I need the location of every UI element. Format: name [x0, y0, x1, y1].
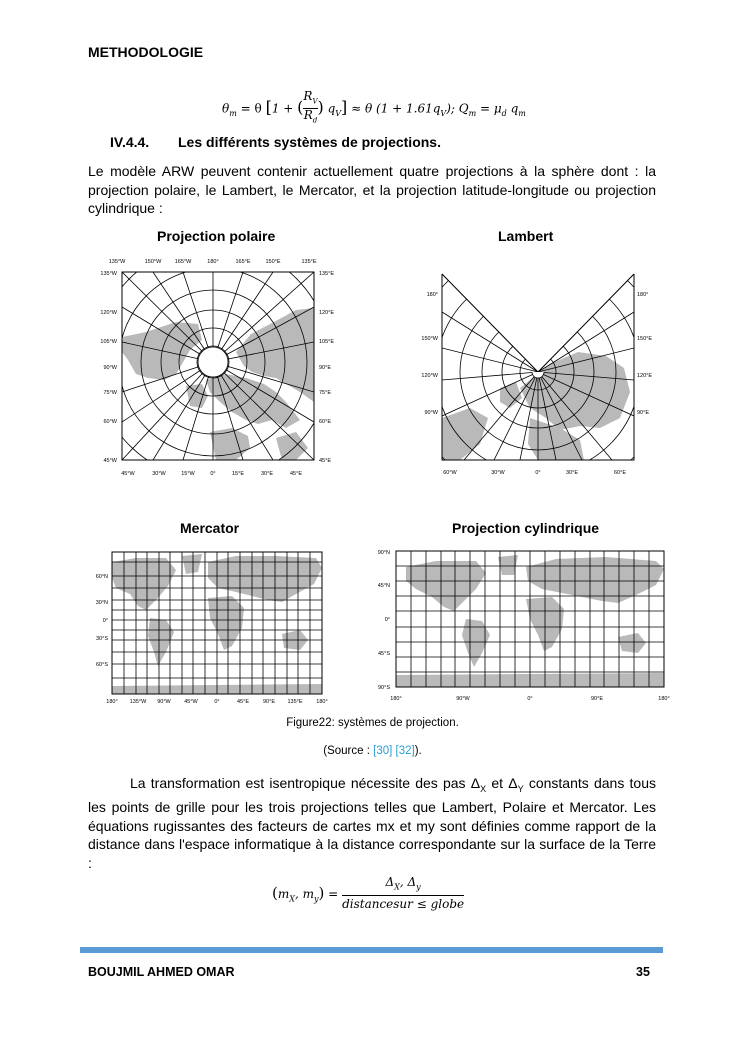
lambert-title: Lambert — [498, 228, 554, 244]
mercator-title: Mercator — [180, 520, 240, 536]
mercator-left-tick: 30°S — [96, 636, 108, 642]
lambert-bottom-tick: 60°E — [614, 470, 626, 476]
mercator-left-tick: 60°S — [96, 662, 108, 668]
intro-paragraph: Le modèle ARW peuvent contenir actuellement quatre projections à la sphère dont : la projection polaire, le Lambert, le Mercator, et la projection latitude-longitude ou projection cylindrique : — [88, 163, 656, 216]
lambert-projection-map — [410, 268, 653, 480]
running-header: METHODOLOGIE — [88, 44, 204, 60]
lambert-right-tick: 180° — [637, 292, 649, 298]
polar-right-tick: 60°E — [319, 419, 331, 425]
polar-bottom-tick: 45°W — [121, 471, 135, 477]
mercator-projection-map — [86, 548, 338, 708]
polar-right-tick: 120°E — [319, 310, 335, 316]
mercator-left-tick: 30°N — [95, 600, 108, 606]
mercator-left-tick: 0° — [102, 618, 108, 624]
polar-top-tick: 150°W — [144, 259, 162, 265]
cyl-left-tick: 90°N — [377, 550, 390, 556]
lambert-left-tick: 120°W — [421, 373, 438, 379]
polar-bottom-tick: 15°E — [232, 471, 244, 477]
cyl-left-tick: 45°S — [378, 651, 390, 657]
polar-bottom-tick: 30°E — [261, 471, 273, 477]
polar-title: Projection polaire — [157, 228, 276, 244]
cylindrical-title: Projection cylindrique — [452, 520, 600, 536]
mercator-bottom-tick: 45°W — [184, 699, 198, 705]
polar-bottom-tick: 15°W — [181, 471, 195, 477]
cyl-left-tick: 90°S — [378, 685, 390, 691]
polar-top-tick: 165°W — [174, 259, 192, 265]
mercator-bottom-tick: 135°W — [129, 699, 147, 705]
lambert-right-tick: 150°E — [637, 336, 653, 342]
polar-projection-map — [86, 252, 344, 482]
reference-link-32[interactable]: [32] — [395, 745, 415, 757]
polar-bottom-tick: 45°E — [290, 471, 302, 477]
polar-top-tick: 135°E — [301, 259, 317, 265]
polar-left-tick: 45°W — [103, 458, 117, 464]
mercator-bottom-tick: 180° — [106, 699, 118, 705]
polar-left-tick: 120°W — [100, 310, 117, 316]
lambert-bottom-tick: 60°W — [443, 470, 457, 476]
polar-right-tick: 135°E — [319, 271, 335, 277]
polar-right-tick: 90°E — [319, 365, 331, 371]
mercator-left-tick: 60°N — [95, 574, 108, 580]
polar-bottom-tick: 30°W — [152, 471, 166, 477]
polar-left-tick: 105°W — [100, 339, 117, 345]
polar-left-tick: 60°W — [103, 419, 117, 425]
lambert-left-tick: 180° — [426, 292, 438, 298]
cyl-bottom-tick: 90°E — [591, 696, 603, 702]
page-number: 35 — [636, 965, 650, 979]
section-number: IV.4.4. — [110, 134, 150, 150]
mercator-bottom-tick: 180° — [316, 699, 328, 705]
mercator-bottom-tick: 90°W — [157, 699, 171, 705]
footer-rule — [80, 947, 663, 953]
footer-author: BOUJMIL AHMED OMAR — [88, 965, 235, 979]
cyl-bottom-tick: 0° — [527, 696, 533, 702]
lambert-bottom-tick: 0° — [535, 470, 541, 476]
polar-left-tick: 135°W — [100, 271, 117, 277]
equation-denominator: distancesur ≤ globe — [342, 897, 465, 912]
cylindrical-projection-map — [366, 545, 674, 707]
cyl-bottom-tick: 180° — [658, 696, 670, 702]
mercator-bottom-tick: 135°E — [287, 699, 303, 705]
section-title: Les différents systèmes de projections. — [178, 134, 441, 150]
equation-theta-m: $\theta_m = \theta$ [1 + ( $\frac{R_V}{R_d}$ ) $q_V] \approx \theta$ $(1 + 1.61q_V)$; $Q_m = \mu_d$ $q_m$ — [222, 89, 526, 125]
mercator-bottom-tick: 90°E — [263, 699, 275, 705]
lambert-bottom-tick: 30°E — [566, 470, 578, 476]
lambert-bottom-tick: 30°W — [491, 470, 505, 476]
polar-right-tick: 45°E — [319, 458, 331, 464]
mercator-bottom-tick: 45°E — [237, 699, 249, 705]
transformation-paragraph: La transformation est isentropique nécessite des pas $\Delta_X$ et $\Delta_Y$ constants dans tous les points de grille pour les trois projections telles que Lambert, Polaire et Mercator. Les équations rugissantes des facteurs de cartes mx et my sont définies comme rapport de la distance dans l'espace informatique à la distance correspondante sur la surface de la Terre : — [88, 775, 657, 871]
equation-map-factors: ($m_X$, $m_y$) = $\Delta_X$, $\Delta_y$ distancesur ≤ globe — [272, 875, 465, 912]
reference-link-30[interactable]: [30] — [373, 745, 393, 757]
mercator-bottom-tick: 0° — [214, 699, 220, 705]
polar-top-tick: 165°E — [235, 259, 251, 265]
polar-right-tick: 75°E — [319, 390, 331, 396]
lambert-left-tick: 150°W — [421, 336, 438, 342]
figure-source: (Source : [30] [32]). — [323, 745, 422, 757]
polar-left-tick: 90°W — [103, 365, 117, 371]
polar-left-tick: 75°W — [103, 390, 117, 396]
lambert-right-tick: 90°E — [637, 410, 649, 416]
lambert-left-tick: 90°W — [424, 410, 438, 416]
polar-bottom-tick: 0° — [210, 471, 216, 477]
cyl-bottom-tick: 90°W — [456, 696, 470, 702]
cyl-left-tick: 45°N — [377, 583, 390, 589]
polar-top-tick: 135°W — [108, 259, 126, 265]
cyl-bottom-tick: 180° — [390, 696, 402, 702]
polar-right-tick: 105°E — [319, 339, 335, 345]
polar-top-tick: 180° — [207, 259, 219, 265]
section-heading — [110, 134, 441, 150]
cyl-left-tick: 0° — [384, 617, 390, 623]
polar-top-tick: 150°E — [265, 259, 281, 265]
figure-caption: Figure22: systèmes de projection. — [286, 717, 459, 729]
lambert-right-tick: 120°E — [637, 373, 653, 379]
